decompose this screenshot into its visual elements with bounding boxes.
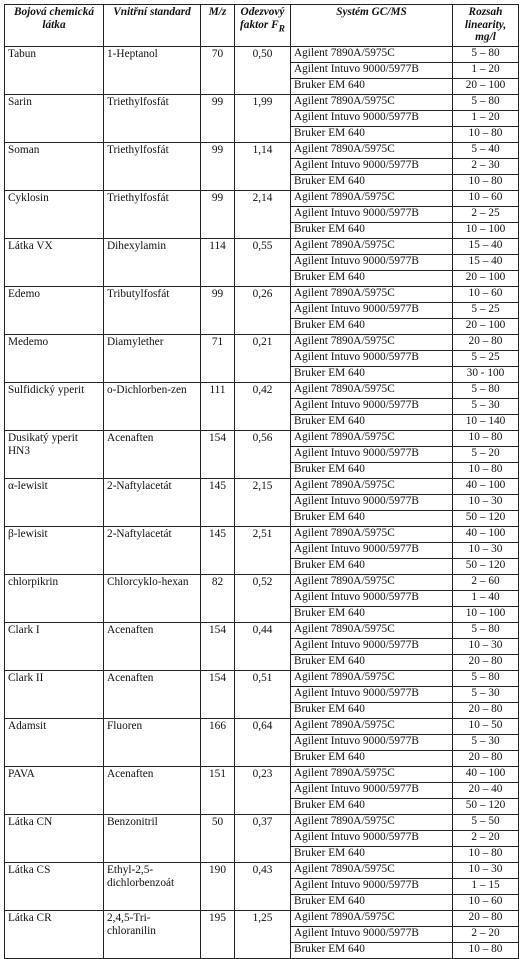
range-cell: 10 – 80 xyxy=(453,463,519,479)
agent-cell: Látka CN xyxy=(5,815,104,863)
range-cell: 2 – 25 xyxy=(453,207,519,223)
table-row xyxy=(5,815,519,831)
standard-cell: Diamylether xyxy=(104,335,201,383)
system-cell: Agilent 7890A/5975C xyxy=(291,95,453,111)
factor-cell: 0,43 xyxy=(235,863,291,911)
standard-cell: Acenaften xyxy=(104,671,201,719)
agent-cell: Tabun xyxy=(5,47,104,95)
mz-cell: 154 xyxy=(201,623,235,671)
system-cell: Agilent Intuvo 9000/5977B xyxy=(291,591,453,607)
agent-cell: Látka CS xyxy=(5,863,104,911)
range-cell: 10 – 50 xyxy=(453,719,519,735)
system-cell: Agilent 7890A/5975C xyxy=(291,191,453,207)
agent-cell: chlorpikrin xyxy=(5,575,104,623)
system-cell: Agilent 7890A/5975C xyxy=(291,575,453,591)
range-cell: 10 – 30 xyxy=(453,639,519,655)
system-cell: Agilent Intuvo 9000/5977B xyxy=(291,735,453,751)
mz-cell: 70 xyxy=(201,47,235,95)
mz-cell: 190 xyxy=(201,863,235,911)
range-cell: 5 – 30 xyxy=(453,399,519,415)
table-row xyxy=(5,239,519,255)
range-cell: 10 – 30 xyxy=(453,495,519,511)
factor-cell: 0,64 xyxy=(235,719,291,767)
mz-cell: 145 xyxy=(201,527,235,575)
system-cell: Bruker EM 640 xyxy=(291,415,453,431)
system-cell: Agilent 7890A/5975C xyxy=(291,719,453,735)
range-cell: 20 – 80 xyxy=(453,335,519,351)
range-cell: 2 – 20 xyxy=(453,927,519,943)
range-cell: 10 – 140 xyxy=(453,415,519,431)
system-cell: Bruker EM 640 xyxy=(291,223,453,239)
factor-cell: 2,14 xyxy=(235,191,291,239)
range-cell: 5 – 25 xyxy=(453,303,519,319)
table-row xyxy=(5,335,519,351)
standard-cell: Benzonitril xyxy=(104,815,201,863)
mz-cell: 82 xyxy=(201,575,235,623)
agent-cell: β-lewisit xyxy=(5,527,104,575)
mz-cell: 99 xyxy=(201,143,235,191)
agent-cell: Látka VX xyxy=(5,239,104,287)
system-cell: Agilent Intuvo 9000/5977B xyxy=(291,495,453,511)
standard-cell: Triethylfosfát xyxy=(104,191,201,239)
agent-cell: PAVA xyxy=(5,767,104,815)
range-cell: 20 – 100 xyxy=(453,79,519,95)
system-cell: Agilent 7890A/5975C xyxy=(291,383,453,399)
mz-cell: 111 xyxy=(201,383,235,431)
table-row xyxy=(5,287,519,303)
range-cell: 20 – 80 xyxy=(453,751,519,767)
mz-cell: 151 xyxy=(201,767,235,815)
mz-cell: 114 xyxy=(201,239,235,287)
system-cell: Agilent 7890A/5975C xyxy=(291,287,453,303)
system-cell: Bruker EM 640 xyxy=(291,79,453,95)
factor-cell: 0,56 xyxy=(235,431,291,479)
factor-cell: 1,99 xyxy=(235,95,291,143)
table-row xyxy=(5,143,519,159)
range-cell: 1 – 20 xyxy=(453,111,519,127)
range-cell: 5 – 80 xyxy=(453,95,519,111)
mz-cell: 154 xyxy=(201,671,235,719)
system-cell: Agilent 7890A/5975C xyxy=(291,527,453,543)
table-row xyxy=(5,95,519,111)
range-cell: 10 – 30 xyxy=(453,863,519,879)
factor-cell: 0,42 xyxy=(235,383,291,431)
agent-cell: Clark I xyxy=(5,623,104,671)
system-cell: Bruker EM 640 xyxy=(291,943,453,959)
standard-cell: 2-Naftylacetát xyxy=(104,479,201,527)
standard-cell: Ethyl-2,5-dichlorbenzoát xyxy=(104,863,201,911)
agent-cell: Sulfidický yperit xyxy=(5,383,104,431)
system-cell: Agilent 7890A/5975C xyxy=(291,335,453,351)
system-cell: Agilent 7890A/5975C xyxy=(291,623,453,639)
factor-cell: 0,50 xyxy=(235,47,291,95)
mz-cell: 99 xyxy=(201,95,235,143)
range-cell: 5 – 80 xyxy=(453,47,519,63)
system-cell: Agilent 7890A/5975C xyxy=(291,479,453,495)
agent-cell: Cyklosin xyxy=(5,191,104,239)
factor-cell: 0,26 xyxy=(235,287,291,335)
system-cell: Bruker EM 640 xyxy=(291,799,453,815)
agent-cell: Medemo xyxy=(5,335,104,383)
system-cell: Agilent Intuvo 9000/5977B xyxy=(291,447,453,463)
range-cell: 20 – 80 xyxy=(453,655,519,671)
factor-cell: 0,44 xyxy=(235,623,291,671)
system-cell: Bruker EM 640 xyxy=(291,655,453,671)
system-cell: Agilent Intuvo 9000/5977B xyxy=(291,879,453,895)
standard-cell: Acenaften xyxy=(104,431,201,479)
standard-cell: o-Dichlorben-zen xyxy=(104,383,201,431)
agent-cell: Edemo xyxy=(5,287,104,335)
range-cell: 10 – 100 xyxy=(453,223,519,239)
range-cell: 15 – 40 xyxy=(453,239,519,255)
system-cell: Agilent Intuvo 9000/5977B xyxy=(291,783,453,799)
standard-cell: Dihexylamin xyxy=(104,239,201,287)
system-cell: Bruker EM 640 xyxy=(291,367,453,383)
table-row xyxy=(5,527,519,543)
range-cell: 2 – 20 xyxy=(453,831,519,847)
range-cell: 5 – 30 xyxy=(453,687,519,703)
system-cell: Agilent Intuvo 9000/5977B xyxy=(291,207,453,223)
table-row xyxy=(5,47,519,63)
range-cell: 5 – 80 xyxy=(453,623,519,639)
range-cell: 2 – 60 xyxy=(453,575,519,591)
mz-cell: 99 xyxy=(201,191,235,239)
system-cell: Bruker EM 640 xyxy=(291,271,453,287)
system-cell: Agilent 7890A/5975C xyxy=(291,911,453,927)
header-factor-label: Odezvový faktor F xyxy=(240,6,285,31)
system-cell: Agilent 7890A/5975C xyxy=(291,239,453,255)
table-row xyxy=(5,575,519,591)
table-row xyxy=(5,719,519,735)
factor-cell: 0,51 xyxy=(235,671,291,719)
mz-cell: 166 xyxy=(201,719,235,767)
system-cell: Bruker EM 640 xyxy=(291,895,453,911)
system-cell: Agilent Intuvo 9000/5977B xyxy=(291,831,453,847)
range-cell: 50 – 120 xyxy=(453,559,519,575)
system-cell: Agilent Intuvo 9000/5977B xyxy=(291,351,453,367)
factor-cell: 1,25 xyxy=(235,911,291,959)
agent-cell: Soman xyxy=(5,143,104,191)
system-cell: Agilent 7890A/5975C xyxy=(291,767,453,783)
factor-cell: 1,14 xyxy=(235,143,291,191)
agent-cell: Látka CR xyxy=(5,911,104,959)
system-cell: Bruker EM 640 xyxy=(291,751,453,767)
range-cell: 40 – 100 xyxy=(453,479,519,495)
factor-cell: 0,37 xyxy=(235,815,291,863)
system-cell: Bruker EM 640 xyxy=(291,847,453,863)
range-cell: 10 – 60 xyxy=(453,287,519,303)
standard-cell: 1-Heptanol xyxy=(104,47,201,95)
system-cell: Agilent Intuvo 9000/5977B xyxy=(291,303,453,319)
standard-cell: Fluoren xyxy=(104,719,201,767)
system-cell: Agilent 7890A/5975C xyxy=(291,671,453,687)
header-factor xyxy=(235,5,291,47)
header-system: Systém GC/MS xyxy=(291,5,453,47)
system-cell: Agilent 7890A/5975C xyxy=(291,47,453,63)
standard-cell: Triethylfosfát xyxy=(104,143,201,191)
range-cell: 10 – 60 xyxy=(453,895,519,911)
standard-cell: 2,4,5-Tri-chloranilin xyxy=(104,911,201,959)
range-cell: 10 – 80 xyxy=(453,847,519,863)
factor-cell: 2,51 xyxy=(235,527,291,575)
system-cell: Agilent Intuvo 9000/5977B xyxy=(291,687,453,703)
system-cell: Agilent Intuvo 9000/5977B xyxy=(291,543,453,559)
standard-cell: Triethylfosfát xyxy=(104,95,201,143)
factor-cell: 0,21 xyxy=(235,335,291,383)
range-cell: 40 – 100 xyxy=(453,767,519,783)
range-cell: 15 – 40 xyxy=(453,255,519,271)
standard-cell: Acenaften xyxy=(104,623,201,671)
system-cell: Bruker EM 640 xyxy=(291,511,453,527)
standard-cell: Tributylfosfát xyxy=(104,287,201,335)
table-row xyxy=(5,431,519,447)
header-agent: Bojová chemická látka xyxy=(5,5,104,47)
header-factor-sub: R xyxy=(278,23,285,34)
mz-cell: 195 xyxy=(201,911,235,959)
table-row xyxy=(5,623,519,639)
system-cell: Agilent Intuvo 9000/5977B xyxy=(291,927,453,943)
system-cell: Agilent Intuvo 9000/5977B xyxy=(291,159,453,175)
header-standard: Vnitřní standard xyxy=(104,5,201,47)
range-cell: 10 – 80 xyxy=(453,175,519,191)
table-body xyxy=(5,47,519,959)
mz-cell: 50 xyxy=(201,815,235,863)
range-cell: 5 – 25 xyxy=(453,351,519,367)
gc-ms-table xyxy=(4,4,519,959)
system-cell: Bruker EM 640 xyxy=(291,463,453,479)
standard-cell: 2-Naftylacetát xyxy=(104,527,201,575)
header-row xyxy=(5,5,519,47)
range-cell: 50 – 120 xyxy=(453,511,519,527)
range-cell: 50 – 120 xyxy=(453,799,519,815)
standard-cell: Acenaften xyxy=(104,767,201,815)
factor-cell: 0,23 xyxy=(235,767,291,815)
header-range: Rozsah linearity, mg/l xyxy=(453,5,519,47)
table-row xyxy=(5,479,519,495)
system-cell: Agilent Intuvo 9000/5977B xyxy=(291,399,453,415)
range-cell: 5 – 80 xyxy=(453,671,519,687)
system-cell: Agilent 7890A/5975C xyxy=(291,815,453,831)
range-cell: 20 – 80 xyxy=(453,703,519,719)
system-cell: Agilent 7890A/5975C xyxy=(291,143,453,159)
system-cell: Agilent Intuvo 9000/5977B xyxy=(291,111,453,127)
system-cell: Agilent 7890A/5975C xyxy=(291,431,453,447)
range-cell: 40 – 100 xyxy=(453,527,519,543)
range-cell: 20 – 100 xyxy=(453,271,519,287)
table-header xyxy=(5,5,519,47)
system-cell: Bruker EM 640 xyxy=(291,127,453,143)
range-cell: 1 – 20 xyxy=(453,63,519,79)
range-cell: 30 - 100 xyxy=(453,367,519,383)
system-cell: Bruker EM 640 xyxy=(291,703,453,719)
agent-cell: Adamsit xyxy=(5,719,104,767)
table-row xyxy=(5,767,519,783)
system-cell: Agilent Intuvo 9000/5977B xyxy=(291,639,453,655)
range-cell: 1 – 15 xyxy=(453,879,519,895)
system-cell: Bruker EM 640 xyxy=(291,607,453,623)
agent-cell: Sarin xyxy=(5,95,104,143)
mz-cell: 99 xyxy=(201,287,235,335)
mz-cell: 154 xyxy=(201,431,235,479)
range-cell: 5 – 40 xyxy=(453,143,519,159)
system-cell: Agilent 7890A/5975C xyxy=(291,863,453,879)
range-cell: 5 – 20 xyxy=(453,447,519,463)
range-cell: 5 – 80 xyxy=(453,383,519,399)
range-cell: 10 – 80 xyxy=(453,943,519,959)
factor-cell: 0,55 xyxy=(235,239,291,287)
range-cell: 5 – 50 xyxy=(453,815,519,831)
table-row xyxy=(5,191,519,207)
range-cell: 10 – 100 xyxy=(453,607,519,623)
range-cell: 20 – 40 xyxy=(453,783,519,799)
standard-cell: Chlorcyklo-hexan xyxy=(104,575,201,623)
factor-cell: 0,52 xyxy=(235,575,291,623)
system-cell: Bruker EM 640 xyxy=(291,175,453,191)
range-cell: 20 – 80 xyxy=(453,911,519,927)
range-cell: 2 – 30 xyxy=(453,159,519,175)
table-row xyxy=(5,911,519,927)
mz-cell: 145 xyxy=(201,479,235,527)
system-cell: Bruker EM 640 xyxy=(291,559,453,575)
system-cell: Agilent Intuvo 9000/5977B xyxy=(291,63,453,79)
agent-cell: Dusikatý yperit HN3 xyxy=(5,431,104,479)
range-cell: 10 – 80 xyxy=(453,431,519,447)
range-cell: 10 – 80 xyxy=(453,127,519,143)
table-row xyxy=(5,671,519,687)
system-cell: Agilent Intuvo 9000/5977B xyxy=(291,255,453,271)
agent-cell: α-lewisit xyxy=(5,479,104,527)
range-cell: 10 – 60 xyxy=(453,191,519,207)
range-cell: 5 – 30 xyxy=(453,735,519,751)
agent-cell: Clark II xyxy=(5,671,104,719)
range-cell: 1 – 40 xyxy=(453,591,519,607)
range-cell: 10 – 30 xyxy=(453,543,519,559)
range-cell: 20 – 100 xyxy=(453,319,519,335)
mz-cell: 71 xyxy=(201,335,235,383)
header-mz: M/z xyxy=(201,5,235,47)
system-cell: Bruker EM 640 xyxy=(291,319,453,335)
factor-cell: 2,15 xyxy=(235,479,291,527)
table-row xyxy=(5,863,519,879)
table-row xyxy=(5,383,519,399)
